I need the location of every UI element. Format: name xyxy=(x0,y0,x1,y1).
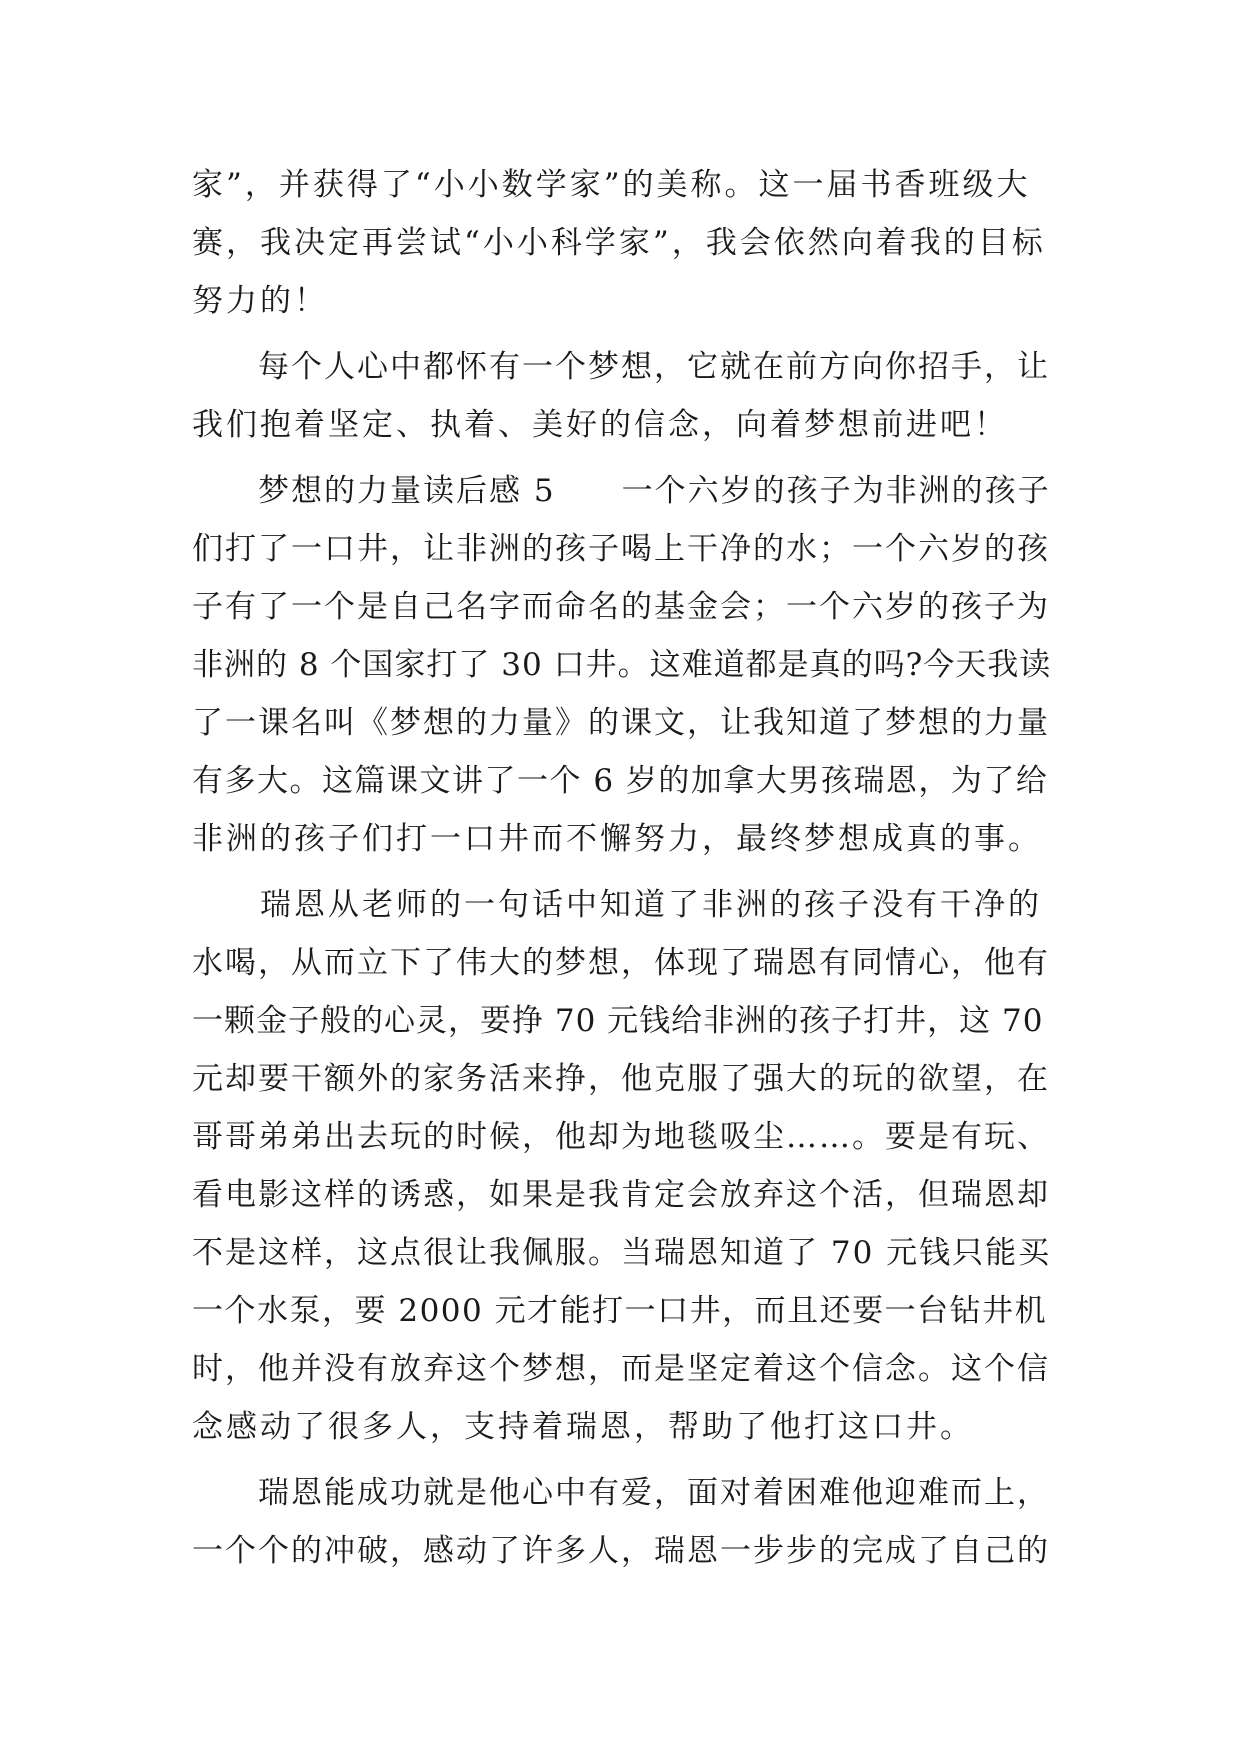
paragraph-2 xyxy=(192,338,1054,454)
text-line: 有多大。这篇课文讲了一个 6 岁的加拿大男孩瑞恩，为了给 xyxy=(192,763,1049,799)
text-line: 梦想的力量读后感 5 一个六岁的孩子为非洲的孩子 xyxy=(192,473,1051,509)
paragraph-3 xyxy=(192,462,1054,868)
text-line: 一个个的冲破，感动了许多人，瑞恩一步步的完成了自己的 xyxy=(192,1533,1050,1569)
text-line: 努力的！ xyxy=(192,283,328,319)
text-line: 念感动了很多人，支持着瑞恩，帮助了他打这口井。 xyxy=(192,1409,974,1445)
text-line: 看电影这样的诱惑，如果是我肯定会放弃这个活，但瑞恩却 xyxy=(192,1177,1050,1213)
text-line: 元却要干额外的家务活来挣，他克服了强大的玩的欲望，在 xyxy=(192,1061,1050,1097)
text-line: 哥哥弟弟出去玩的时候，他却为地毯吸尘……。要是有玩、 xyxy=(192,1119,1050,1155)
text-line: 一个水泵，要 2000 元才能打一口井，而且还要一台钻井机 xyxy=(192,1293,1048,1329)
paragraph-5 xyxy=(192,1464,1054,1580)
text-line: 赛，我决定再尝试“小小科学家”，我会依然向着我的目标 xyxy=(192,225,1046,261)
text-line: 不是这样，这点很让我佩服。当瑞恩知道了 70 元钱只能买 xyxy=(192,1235,1052,1271)
document-body xyxy=(192,156,1054,1580)
text-line: 家”，并获得了“小小数学家”的美称。这一届书香班级大 xyxy=(192,167,1031,203)
text-line: 非洲的 8 个国家打了 30 口井。这难道都是真的吗?今天我读 xyxy=(192,647,1052,683)
text-line: 子有了一个是自己名字而命名的基金会；一个六岁的孩子为 xyxy=(192,589,1050,625)
paragraph-4 xyxy=(192,876,1054,1456)
text-line: 了一课名叫《梦想的力量》的课文，让我知道了梦想的力量 xyxy=(192,705,1050,741)
text-line: 非洲的孩子们打一口井而不懈努力，最终梦想成真的事。 xyxy=(192,821,1042,857)
text-line: 水喝，从而立下了伟大的梦想，体现了瑞恩有同情心，他有 xyxy=(192,945,1050,981)
text-line: 每个人心中都怀有一个梦想，它就在前方向你招手，让 xyxy=(192,349,1050,385)
text-line: 我们抱着坚定、执着、美好的信念，向着梦想前进吧！ xyxy=(192,407,1008,443)
text-line: 一颗金子般的心灵，要挣 70 元钱给非洲的孩子打井，这 70 xyxy=(192,1003,1044,1039)
paragraph-1 xyxy=(192,156,1054,330)
text-line: 瑞恩能成功就是他心中有爱，面对着困难他迎难而上， xyxy=(192,1475,1050,1511)
text-line: 时，他并没有放弃这个梦想，而是坚定着这个信念。这个信 xyxy=(192,1351,1050,1387)
text-line: 们打了一口井，让非洲的孩子喝上干净的水；一个六岁的孩 xyxy=(192,531,1050,567)
text-line: 瑞恩从老师的一句话中知道了非洲的孩子没有干净的 xyxy=(192,887,1042,923)
